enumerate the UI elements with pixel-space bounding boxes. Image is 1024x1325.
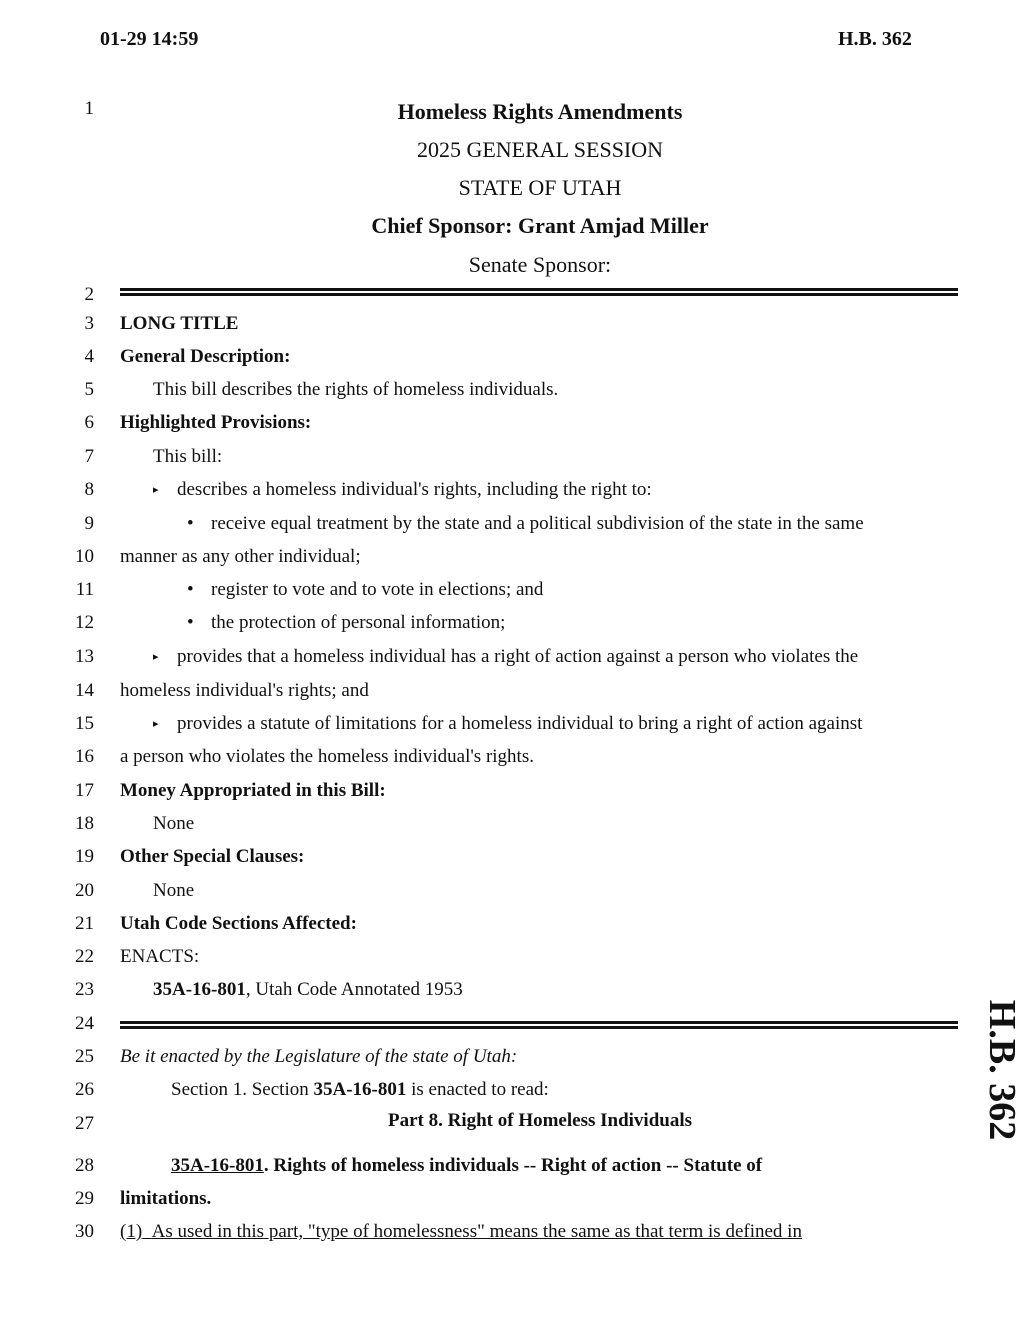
part-heading: Part 8. Right of Homeless Individuals: [387, 1110, 693, 1131]
dot-bullet-icon: •: [187, 612, 194, 633]
dot-bullet-icon: •: [187, 513, 194, 534]
line-number: 21: [75, 913, 94, 934]
section-heading-number: 35A-16-801: [171, 1155, 264, 1176]
code-section-desc: , Utah Code Annotated 1953: [245, 979, 463, 1000]
sub-provision-item: [187, 612, 505, 634]
sub-provision-continuation: manner as any other individual;: [120, 546, 361, 567]
provision-text: provides that a homeless individual has a right of action against a person who violates the: [177, 646, 859, 667]
line-number: 20: [75, 880, 94, 901]
chief-sponsor: Chief Sponsor: Grant Amjad Miller: [371, 213, 709, 238]
section-heading-text: . Rights of homeless individuals -- Right of action -- Statute of: [263, 1155, 763, 1176]
arrow-bullet-icon: ▸: [153, 484, 159, 496]
sub-provision-item: [187, 513, 864, 535]
line-number: 16: [75, 746, 94, 767]
line-number: 28: [75, 1155, 94, 1176]
provision-item: [153, 713, 862, 735]
arrow-bullet-icon: ▸: [153, 651, 159, 663]
line-number: 11: [75, 579, 94, 600]
double-rule-bottom: [120, 1021, 958, 1029]
sub-provision-text: register to vote and to vote in elections; and: [211, 579, 544, 600]
line-number: 27: [75, 1113, 94, 1134]
special-clauses-value: None: [153, 880, 195, 901]
provision-text: provides a statute of limitations for a homeless individual to bring a right of action against: [177, 713, 863, 734]
line-number: 5: [84, 379, 94, 400]
line-number: 14: [75, 680, 94, 701]
line-number: 10: [75, 546, 94, 567]
provision-item: [153, 479, 652, 501]
this-bill-text: This bill:: [153, 446, 223, 467]
code-section-entry: [153, 979, 463, 1001]
side-bill-label: H.B. 362: [981, 999, 1023, 1141]
line-number: 23: [75, 979, 94, 1000]
header-timestamp: 01-29 14:59: [100, 28, 199, 50]
provision-continuation: a person who violates the homeless individual's rights.: [120, 746, 534, 767]
line-number: 26: [75, 1079, 94, 1100]
line-number: 22: [75, 946, 94, 967]
line-number: 19: [75, 846, 94, 867]
subsection-label: (1): [120, 1221, 143, 1242]
line-number: 24: [75, 1013, 94, 1034]
line-number: 12: [75, 612, 94, 633]
line-number: 9: [84, 513, 94, 534]
section-intro: [171, 1079, 549, 1101]
section-prefix: Section 1. Section: [171, 1079, 314, 1100]
special-clauses-heading: Other Special Clauses:: [120, 846, 305, 867]
section-heading-continuation: limitations.: [120, 1188, 212, 1209]
code-sections-heading: Utah Code Sections Affected:: [120, 913, 357, 934]
provision-continuation: homeless individual's rights; and: [120, 680, 369, 701]
line-number: 1: [84, 98, 94, 119]
line-number: 29: [75, 1188, 94, 1209]
section-heading: [171, 1155, 762, 1177]
code-section-number: 35A-16-801: [153, 979, 246, 1000]
provision-text: describes a homeless individual's rights, including the right to:: [177, 479, 652, 500]
line-number: 17: [75, 780, 94, 801]
double-rule-top: [120, 288, 958, 296]
line-number: 6: [84, 412, 94, 433]
enacts-label: ENACTS:: [120, 946, 200, 967]
section-number: 35A-16-801: [313, 1079, 407, 1100]
general-description-heading: General Description:: [120, 346, 291, 367]
sub-provision-item: [187, 579, 543, 601]
line-number: 18: [75, 813, 94, 834]
money-appropriated-heading: Money Appropriated in this Bill:: [120, 780, 386, 801]
long-title-heading: LONG TITLE: [120, 313, 239, 334]
line-number: 4: [84, 346, 94, 367]
subsection-text: As used in this part, "type of homelessness" means the same as that term is defined in: [151, 1221, 802, 1242]
arrow-bullet-icon: ▸: [153, 718, 159, 730]
highlighted-provisions-heading: Highlighted Provisions:: [120, 412, 312, 433]
line-number: 2: [84, 284, 94, 305]
section-suffix: is enacted to read:: [406, 1079, 549, 1100]
session-label: 2025 GENERAL SESSION: [416, 137, 664, 162]
line-number: 30: [75, 1221, 94, 1242]
money-appropriated-value: None: [153, 813, 195, 834]
sub-provision-text: receive equal treatment by the state and a political subdivision of the state in the same: [211, 513, 864, 534]
line-number: 3: [84, 313, 94, 334]
subsection-1: [120, 1221, 802, 1243]
enacting-clause: Be it enacted by the Legislature of the state of Utah:: [120, 1046, 518, 1067]
line-number: 7: [84, 446, 94, 467]
line-number: 13: [75, 646, 94, 667]
senate-sponsor: Senate Sponsor:: [468, 252, 612, 277]
general-description-text: This bill describes the rights of homeless individuals.: [153, 379, 559, 400]
bill-title: Homeless Rights Amendments: [397, 99, 683, 124]
line-number: 8: [84, 479, 94, 500]
state-label: STATE OF UTAH: [458, 175, 622, 200]
provision-item: [153, 646, 858, 668]
line-number: 25: [75, 1046, 94, 1067]
header-bill-id: H.B. 362: [838, 28, 912, 50]
line-number: 15: [75, 713, 94, 734]
sub-provision-text: the protection of personal information;: [211, 612, 506, 633]
dot-bullet-icon: •: [187, 579, 194, 600]
